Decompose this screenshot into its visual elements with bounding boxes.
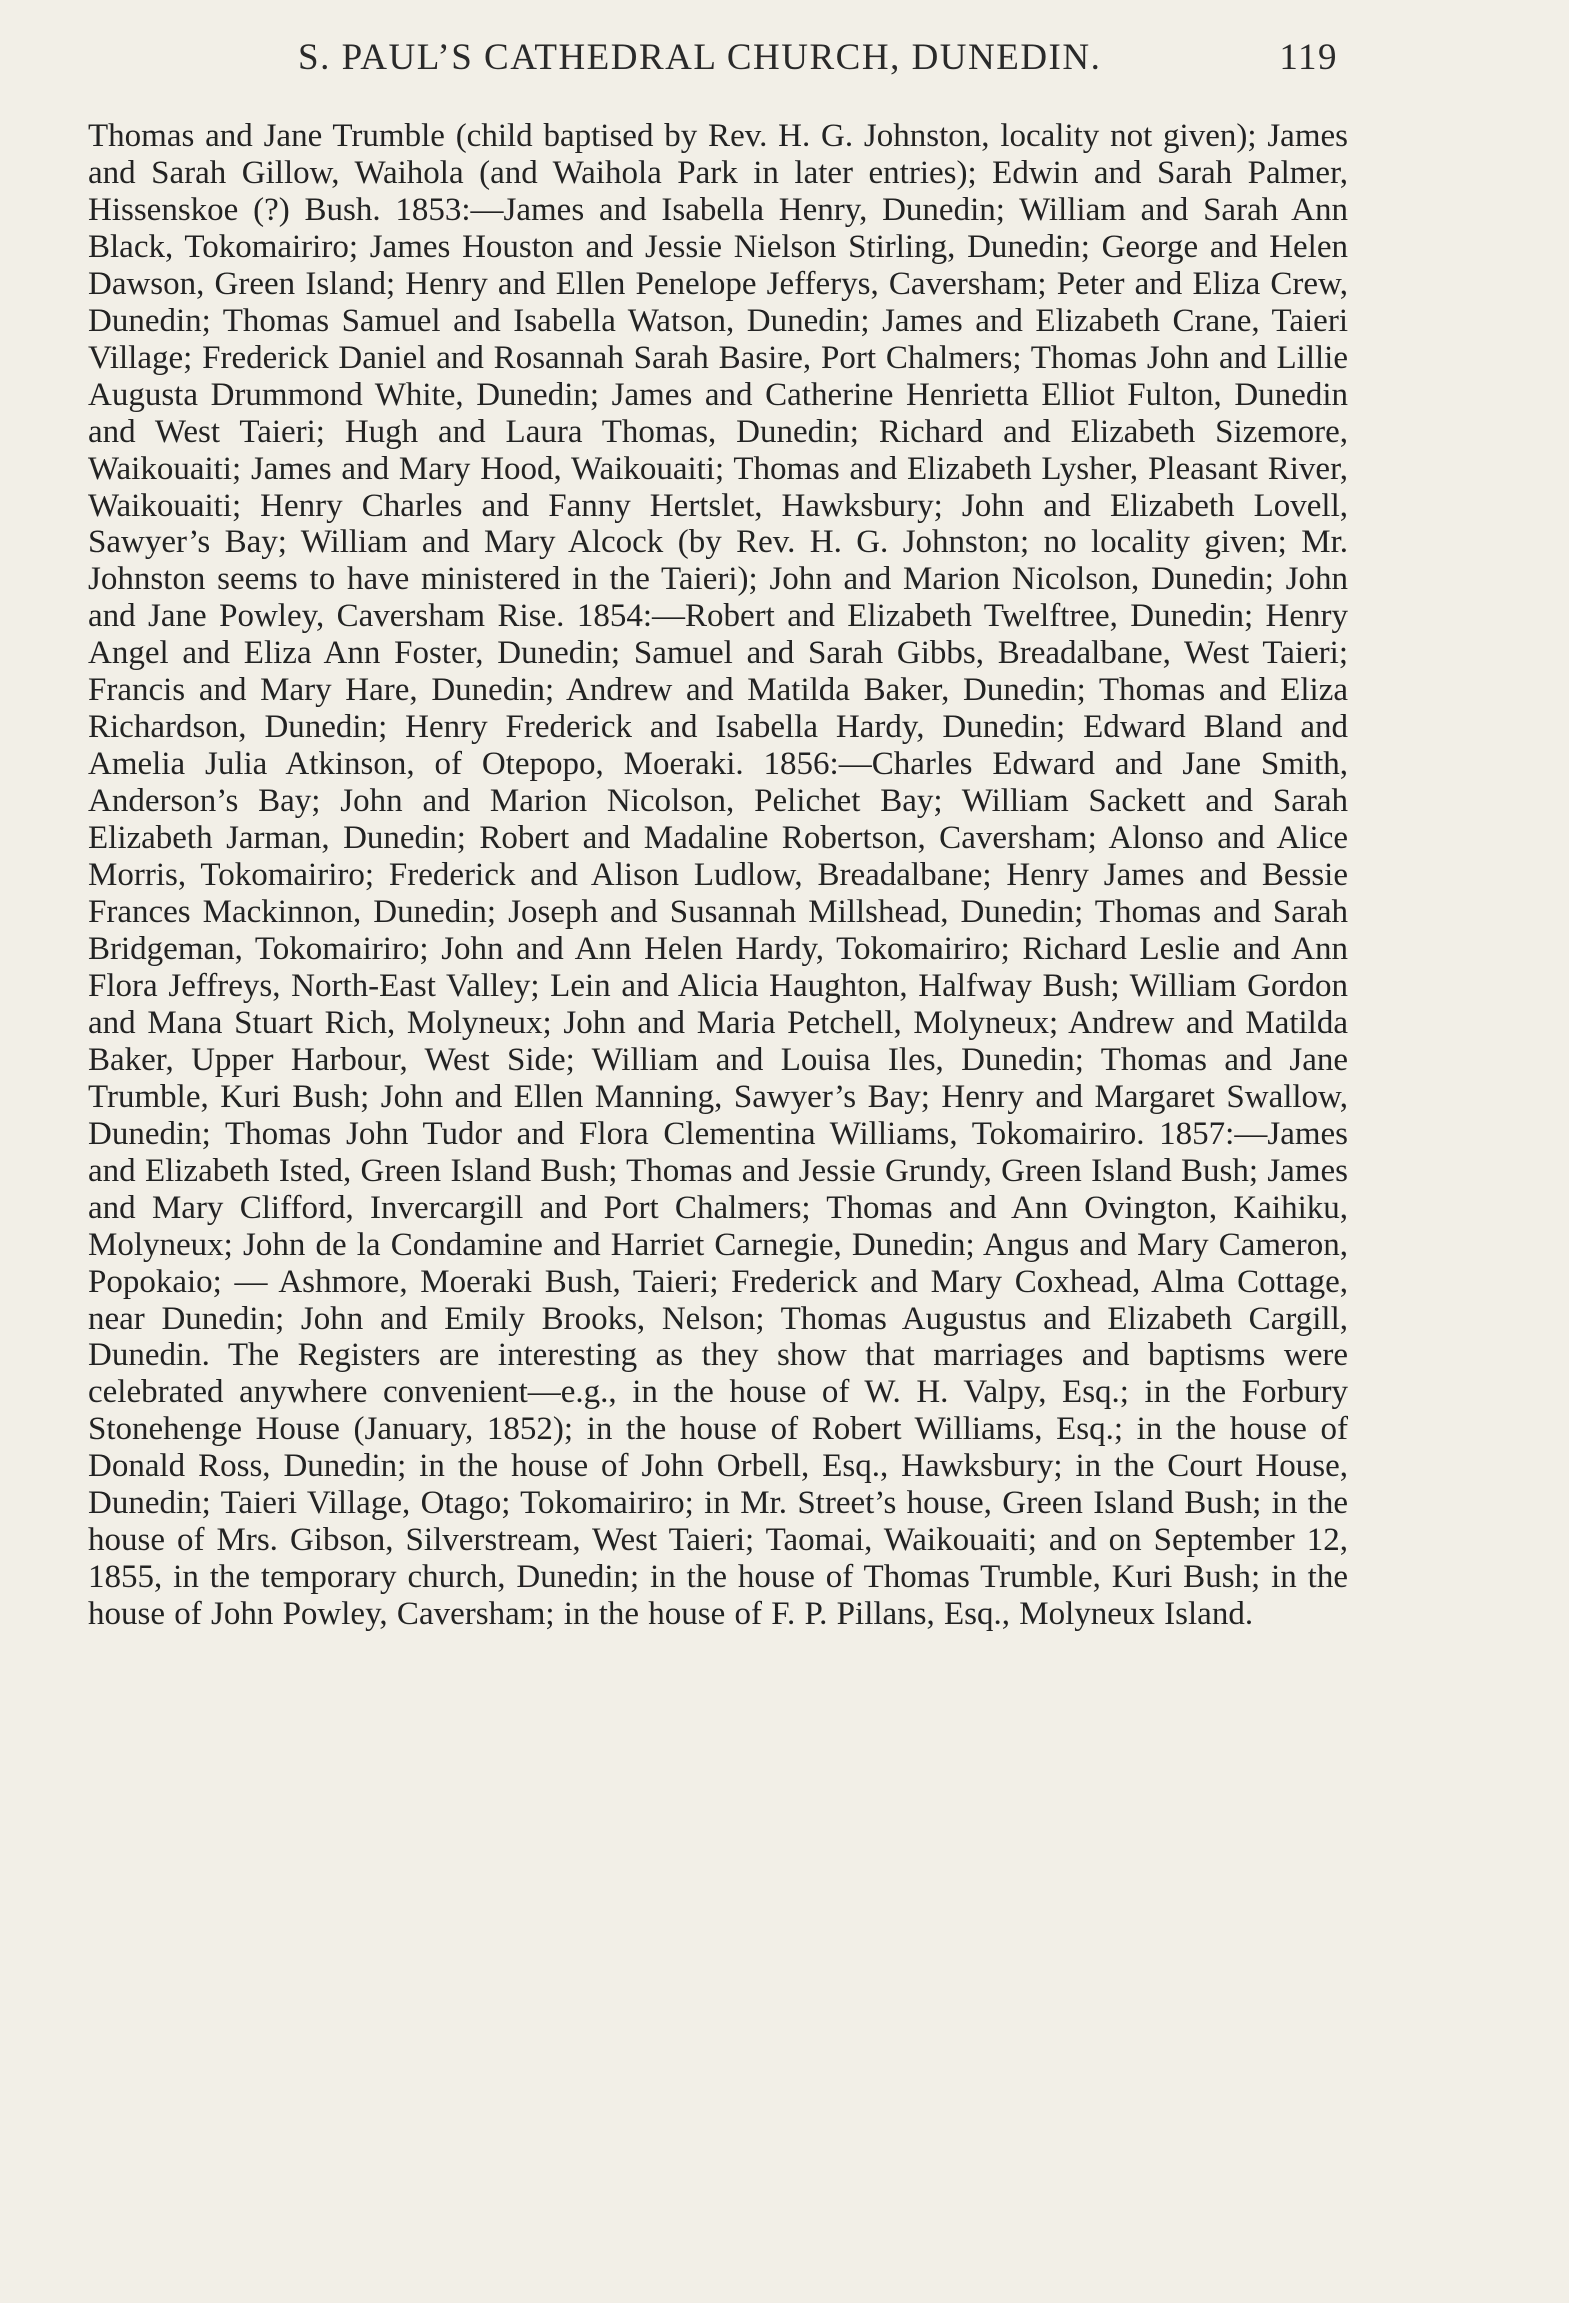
running-title: S. PAUL’S CATHEDRAL CHURCH, DUNEDIN.	[298, 37, 1102, 78]
running-head	[298, 30, 1338, 86]
page-number: 119	[1279, 37, 1338, 78]
body-paragraph: Thomas and Jane Trumble (child baptised by Rev. H. G. Johnston, locality not given); James and Sarah Gillow, Waihola (and Waihola Park in later entries); Edwin and Sarah Palmer, Hissenskoe (?) Bush. 1853:—James and Isabella Henry, Dunedin; William and Sarah Ann Black, Tokomairiro; James Houston and Jessie Nielson Stirling, Dunedin; George and Helen Dawson, Green Island; Henry and Ellen Penelope Jefferys, Caversham; Peter and Eliza Crew, Dunedin; Thomas Samuel and Isabella Watson, Dunedin; James and Elizabeth Crane, Taieri Village; Frederick Daniel and Rosannah Sarah Basire, Port Chalmers; Thomas John and Lillie Augusta Drummond White, Dunedin; James and Catherine Henrietta Elliot Fulton, Dunedin and West Taieri; Hugh and Laura Thomas, Dunedin; Richard and Elizabeth Sizemore, Waikouaiti; James and Mary Hood, Waikouaiti; Thomas and Elizabeth Lysher, Pleasant River, Waikouaiti; Henry Charles and Fanny Hertslet, Hawksbury; John and Elizabeth Lovell, Sawyer’s Bay; William and Mary Alcock (by Rev. H. G. Johnston; no locality given; Mr. Johnston seems to have ministered in the Taieri); John and Marion Nicolson, Dunedin; John and Jane Powley, Caversham Rise. 1854:—Robert and Elizabeth Twelftree, Dunedin; Henry Angel and Eliza Ann Foster, Dunedin; Samuel and Sarah Gibbs, Breadalbane, West Taieri; Francis and Mary Hare, Dunedin; Andrew and Matilda Baker, Dunedin; Thomas and Eliza Richardson, Dunedin; Henry Frederick and Isabella Hardy, Dunedin; Edward Bland and Amelia Julia Atkinson, of Otepopo, Moeraki. 1856:—Charles Edward and Jane Smith, Anderson’s Bay; John and Marion Nicolson, Pelichet Bay; William Sackett and Sarah Elizabeth Jarman, Dunedin; Robert and Madaline Robertson, Caversham; Alonso and Alice Morris, Tokomairiro; Frederick and Alison Ludlow, Breadalbane; Henry James and Bessie Frances Mackinnon, Dunedin; Joseph and Susannah Millshead, Dunedin; Thomas and Sarah Bridgeman, Tokomairiro; John and Ann Helen Hardy, Tokomairiro; Richard Leslie and Ann Flora Jeffreys, North-East Valley; Lein and Alicia Haughton, Halfway Bush; William Gordon and Mana Stuart Rich, Molyneux; John and Maria Petchell, Molyneux; Andrew and Matilda Baker, Upper Harbour, West Side; William and Louisa Iles, Dunedin; Thomas and Jane Trumble, Kuri Bush; John and Ellen Manning, Sawyer’s Bay; Henry and Margaret Swallow, Dunedin; Thomas John Tudor and Flora Clementina Williams, Tokomairiro. 1857:—James and Elizabeth Isted, Green Island Bush; Thomas and Jessie Grundy, Green Island Bush; James and Mary Clifford, Invercargill and Port Chalmers; Thomas and Ann Ovington, Kaihiku, Molyneux; John de la Condamine and Harriet Carnegie, Dunedin; Angus and Mary Cameron, Popokaio; — Ashmore, Moeraki Bush, Taieri; Frederick and Mary Coxhead, Alma Cottage, near Dunedin; John and Emily Brooks, Nelson; Thomas Augustus and Elizabeth Cargill, Dunedin. The Registers are interesting as they show that marriages and baptisms were celebrated anywhere convenient—e.g., in the house of W. H. Valpy, Esq.; in the Forbury Stonehenge House (January, 1852); in the house of Robert Williams, Esq.; in the house of Donald Ross, Dunedin; in the house of John Orbell, Esq., Hawksbury; in the Court House, Dunedin; Taieri Village, Otago; Tokomairiro; in Mr. Street’s house, Green Island Bush; in the house of Mrs. Gibson, Silverstream, West Taieri; Taomai, Waikouaiti; and on September 12, 1855, in the temporary church, Dunedin; in the house of Thomas Trumble, Kuri Bush; in the house of John Powley, Caversham; in the house of F. P. Pillans, Esq., Molyneux Island.	[88, 118, 1348, 1633]
